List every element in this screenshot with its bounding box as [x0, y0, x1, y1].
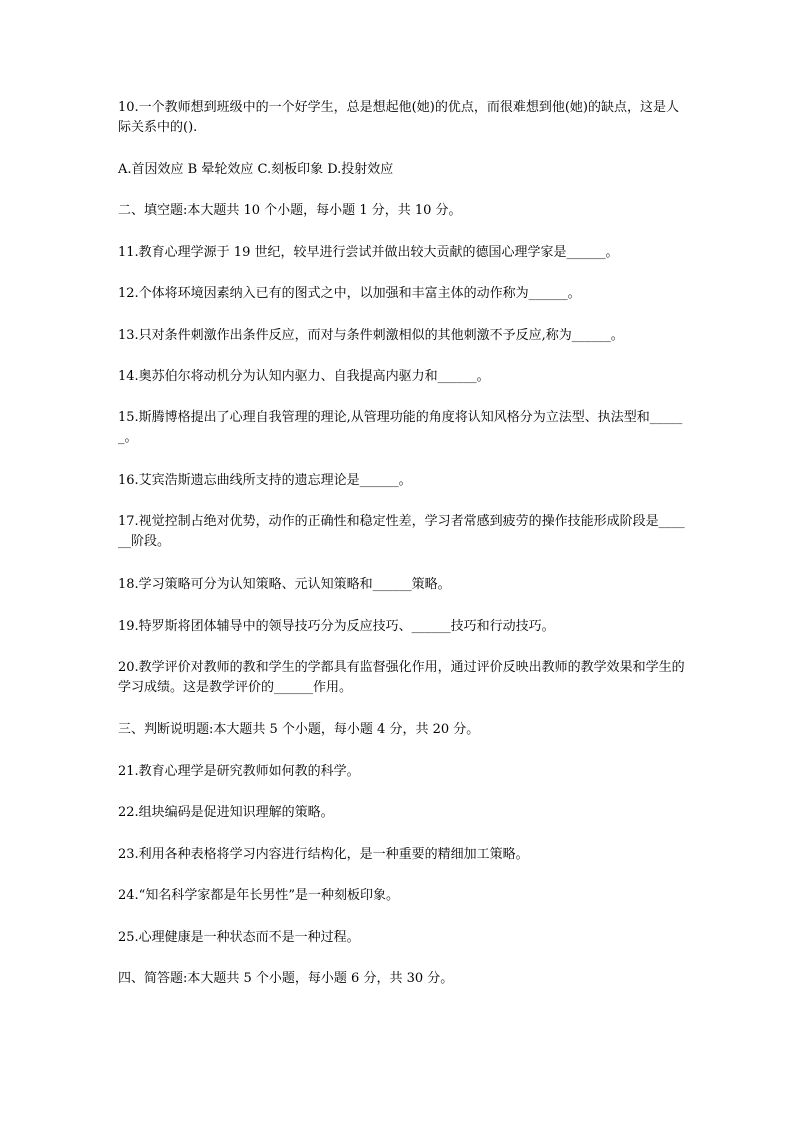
- question-20: 20.教学评价对教师的教和学生的学都具有监督强化作用，通过评价反映出教师的教学效果和学生的学习成绩。这是教学评价的______作用。: [118, 660, 685, 695]
- question-22: 22.组块编码是促进知识理解的策略。: [118, 805, 334, 820]
- question-24: 24.“知名科学家都是年长男性”是一种刻板印象。: [118, 888, 399, 903]
- question-25: 25.心理健康是一种状态而不是一种过程。: [118, 930, 360, 945]
- question-13: 13.只对条件刺激作出条件反应，而对与条件刺激相似的其他刺激不予反应,称为______。: [118, 328, 624, 343]
- section-fill-in-heading: 二、填空题:本大题共 10 个小题，每小题 1 分，共 10 分。: [118, 203, 462, 218]
- question-21: 21.教育心理学是研究教师如何教的科学。: [118, 764, 360, 779]
- question-15: 15.斯腾博格提出了心理自我管理的理论,从管理功能的角度将认知风格分为立法型、执法型和______。: [118, 410, 683, 445]
- question-10: 10.一个教师想到班级中的一个好学生，总是想起他(她)的优点，而很难想到他(她)的缺点，这是人际关系中的().: [118, 100, 679, 135]
- question-18: 18.学习策略可分为认知策略、元认知策略和______策略。: [118, 577, 451, 592]
- question-23: 23.利用各种表格将学习内容进行结构化，是一种重要的精细加工策略。: [118, 847, 529, 862]
- question-10-options: A.首因效应 B 晕轮效应 C.刻板印象 D.投射效应: [118, 162, 394, 177]
- question-14: 14.奥苏伯尔将动机分为认知内驱力、自我提高内驱力和______。: [118, 369, 490, 384]
- section-short-answer-heading: 四、简答题:本大题共 5 个小题，每小题 6 分，共 30 分。: [118, 971, 454, 986]
- question-12: 12.个体将环境因素纳入已有的图式之中，以加强和丰富主体的动作称为______。: [118, 286, 581, 301]
- section-true-false-heading: 三、判断说明题:本大题共 5 个小题，每小题 4 分，共 20 分。: [118, 722, 480, 737]
- question-19: 19.特罗斯将团体辅导中的领导技巧分为反应技巧、______技巧和行动技巧。: [118, 619, 555, 634]
- question-11: 11.教育心理学源于 19 世纪，较早进行尝试并做出较大贡献的德国心理学家是______。: [118, 245, 619, 260]
- question-17: 17.视觉控制占绝对优势，动作的正确性和稳定性差，学习者常感到疲劳的操作技能形成阶段是______阶段。: [118, 514, 685, 549]
- question-16: 16.艾宾浩斯遗忘曲线所支持的遗忘理论是______。: [118, 473, 412, 488]
